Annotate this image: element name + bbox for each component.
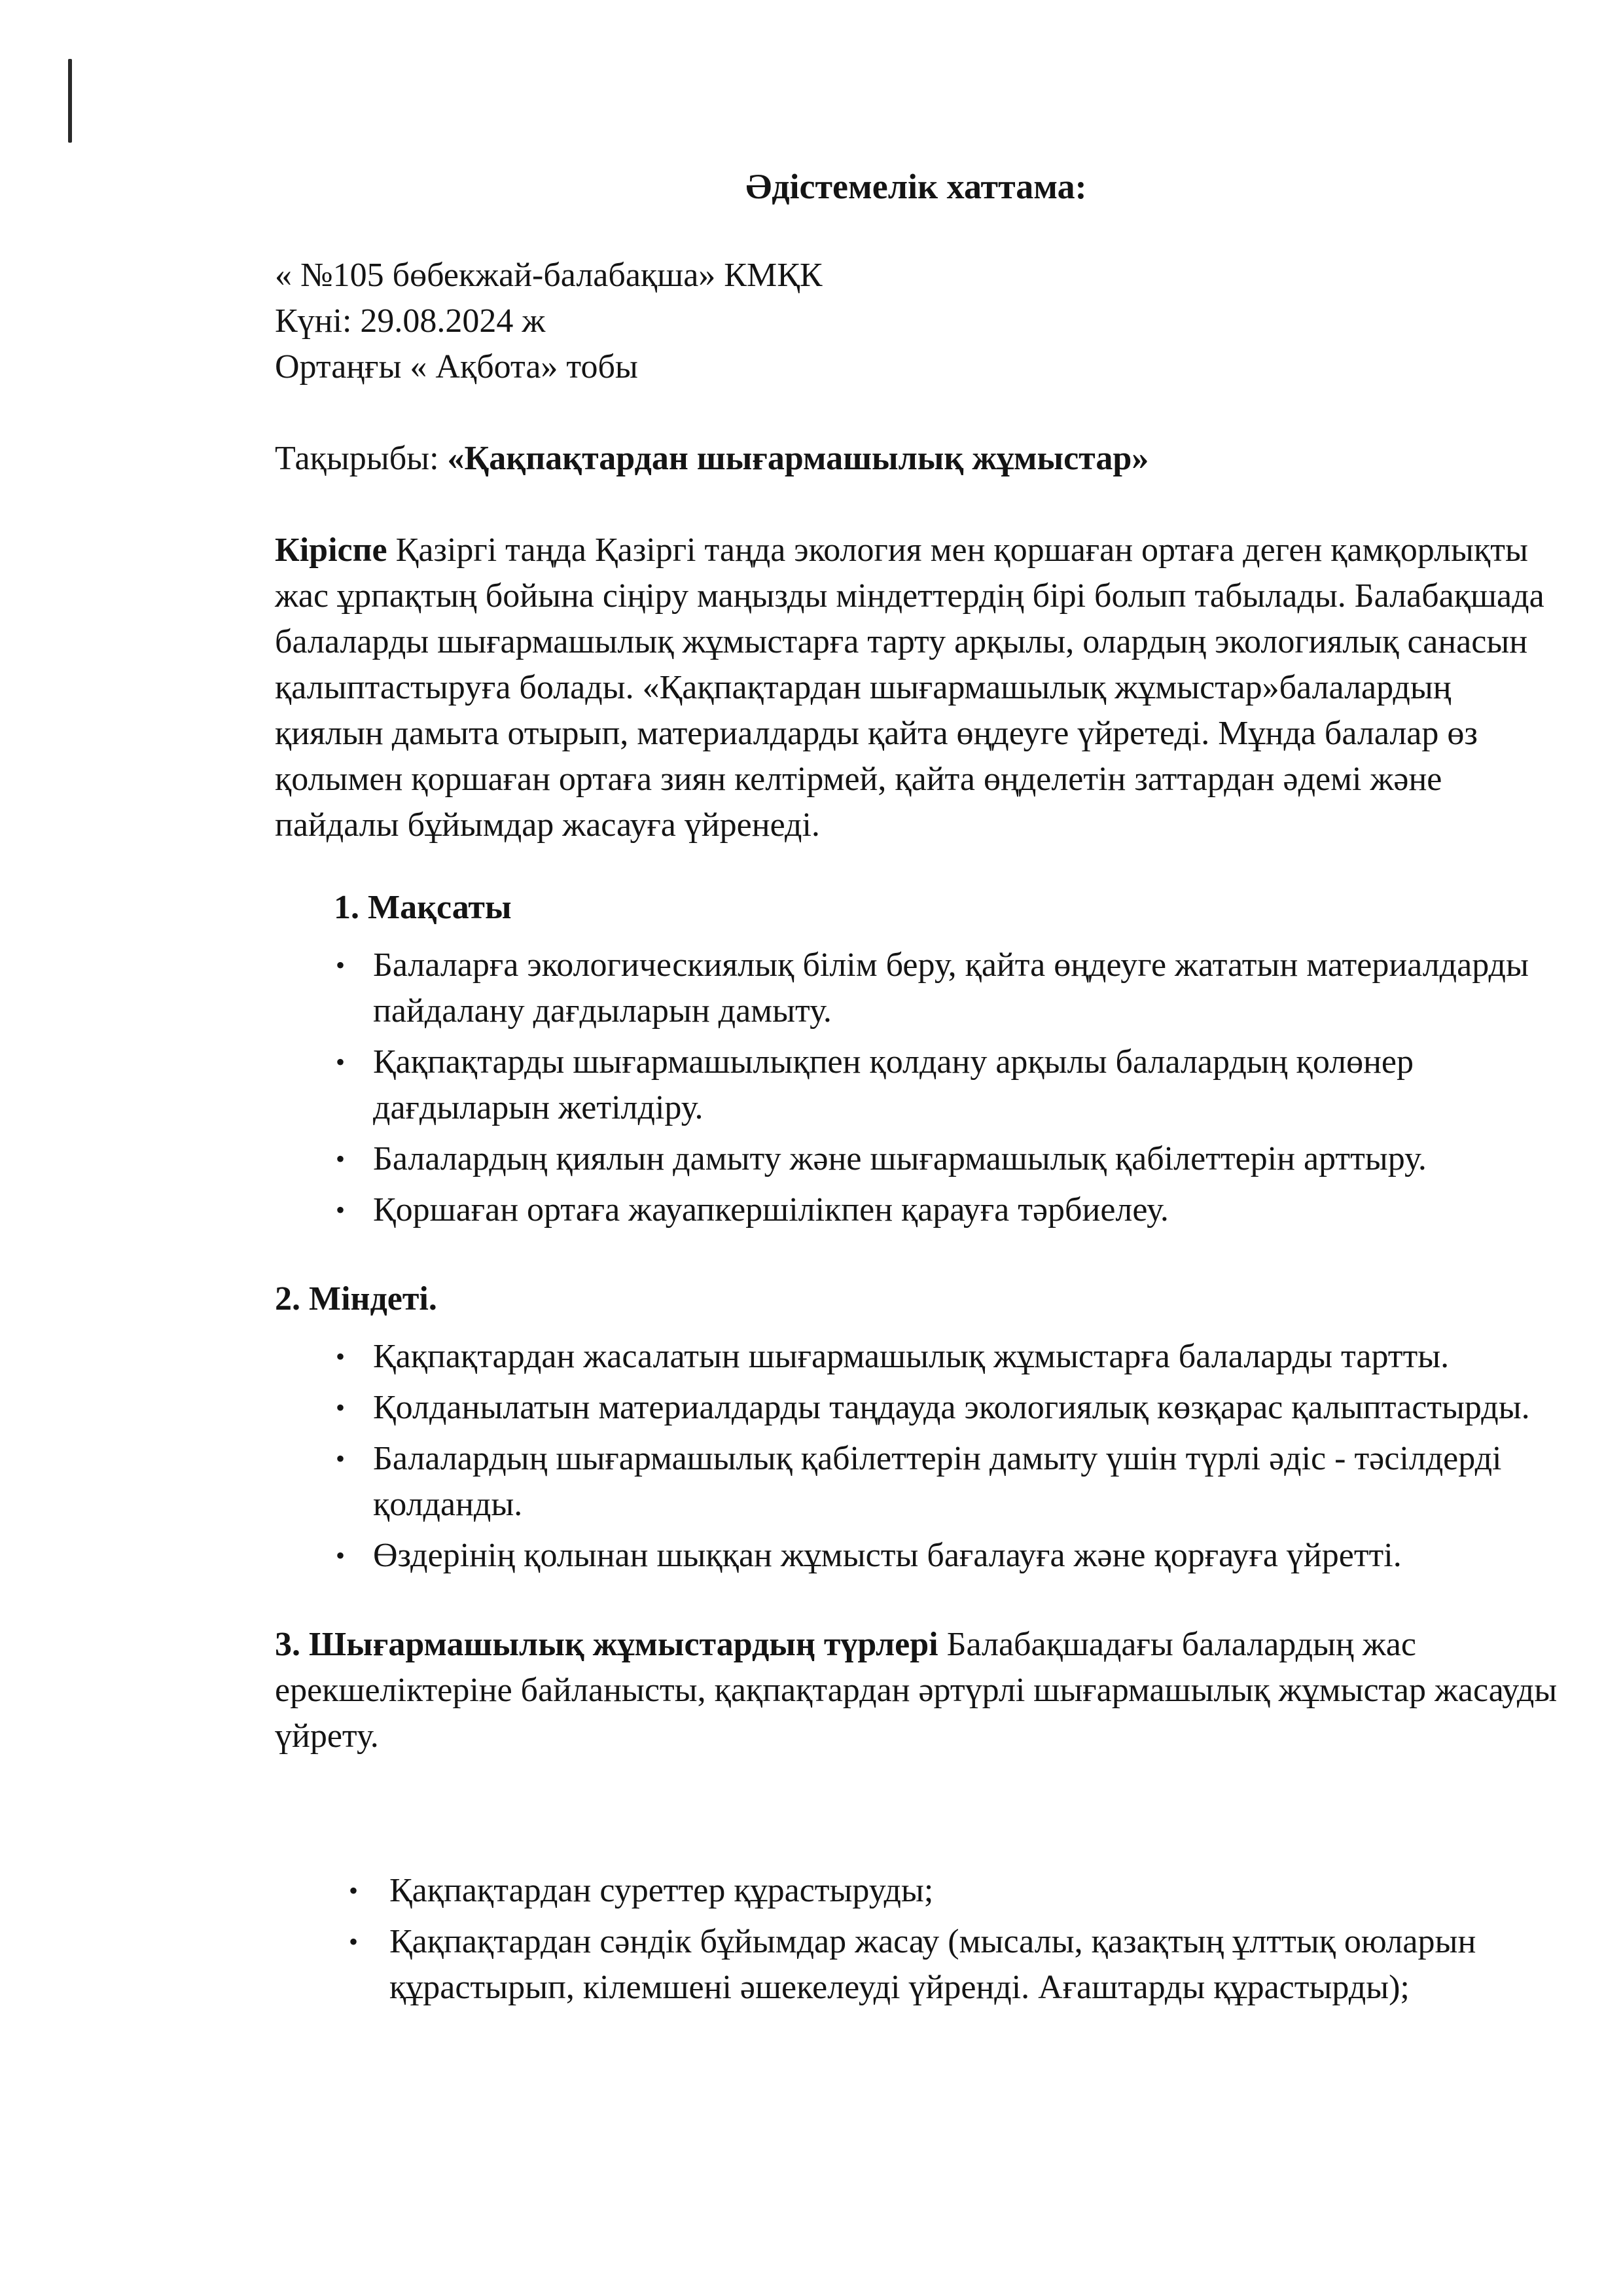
- bullet-icon: •: [348, 1876, 358, 1905]
- section1-list: [275, 942, 1558, 1233]
- list-item: • Қақпақтардан жасалатын шығармашылық жұмыстарға балаларды тартты.: [275, 1334, 1558, 1380]
- bullet-icon: •: [348, 1927, 358, 1956]
- list-item: • Балалардың шығармашылық қабілеттерін дамыту үшін түрлі әдіс - тәсілдерді қолданды.: [275, 1436, 1558, 1528]
- section2-list: [275, 1334, 1558, 1579]
- intro-text: Қазіргі таңда Қазіргі таңда экология мен қоршаған ортаға деген қамқорлықты жас ұрпақтың бойына сіңіру маңызды міндеттердің бірі болып табылады. Балабақшада балаларды шығармашылық жұмыстарға тарту арқылы, олардың экологиялық санасын қалыптастыруға болады. «Қақпақтардан шығармашылық жұмыстар»балалардың қиялын дамыта отырып, материалдарды қайта өңдеуге үйретеді. Мұнда балалар өз қолымен қоршаған ортаға зиян келтірмей, қайта өңделетін заттардан әдемі және пайдалы бұйымдар жасауға үйренеді.: [275, 531, 1544, 844]
- bullet-icon: •: [335, 1144, 345, 1174]
- section3-text: Балабақшадағы балалардың жас ерекшеліктеріне байланысты, қақпақтардан әртүрлі шығармашылық жұмыстар жасауды үйрету.: [275, 1626, 1558, 1755]
- bullet-icon: •: [335, 1393, 345, 1422]
- section1-heading: 1. Мақсаты: [334, 889, 512, 926]
- list-item: • Балалардың қиялын дамыту және шығармашылық қабілеттерін арттыру.: [275, 1136, 1558, 1182]
- document-title: Әдістемелік хаттама:: [745, 167, 1087, 206]
- list-item: • Қақпақтардан сәндік бұйымдар жасау (мысалы, қазақтың ұлттық оюларын құрастырып, кілемшені әшекелеуді үйренді. Ағаштарды құрастырды);: [275, 1919, 1558, 2011]
- section3-list: [275, 1868, 1558, 2011]
- bullet-icon: •: [335, 1541, 345, 1570]
- list-item: • Өздерінің қолынан шыққан жұмысты бағалауға және қорғауға үйретті.: [275, 1533, 1558, 1579]
- date-line: Күні: 29.08.2024 ж: [275, 302, 546, 340]
- list-item: • Қақпақтарды шығармашылықпен қолдану арқылы балалардың қолөнер дағдыларын жетілдіру.: [275, 1039, 1558, 1131]
- document-page: [275, 164, 1558, 2016]
- list-item: • Қоршаған ортаға жауапкершілікпен қарауға тәрбиелеу.: [275, 1187, 1558, 1233]
- group-line: Ортаңғы « Ақбота» тобы: [275, 348, 638, 386]
- bullet-icon: •: [335, 1047, 345, 1077]
- list-item: • Балаларға экологическиялық білім беру, қайта өңдеуге жататын материалдарды пайдалану дағдыларын дамыту.: [275, 942, 1558, 1034]
- bullet-icon: •: [335, 950, 345, 980]
- section3-heading: 3. Шығармашылық жұмыстардың түрлері: [275, 1626, 938, 1663]
- section2-heading: 2. Міндеті.: [275, 1280, 437, 1318]
- list-item: • Қолданылатын материалдарды таңдауда экологиялық көзқарас қалыптастырды.: [275, 1385, 1558, 1431]
- bullet-icon: •: [335, 1444, 345, 1473]
- scan-edge-mark: [68, 59, 72, 143]
- list-item: • Қақпақтардан суреттер құрастыруды;: [275, 1868, 1558, 1914]
- topic-line: [275, 436, 1558, 482]
- intro-paragraph: [275, 528, 1558, 848]
- bullet-icon: •: [335, 1195, 345, 1225]
- intro-label: Кіріспе: [275, 531, 387, 569]
- organization-line: « №105 бөбекжай-балабақша» КМҚК: [275, 257, 823, 294]
- topic-value: «Қақпақтардан шығармашылық жұмыстар»: [447, 440, 1149, 477]
- topic-label: Тақырыбы:: [275, 440, 448, 477]
- bullet-icon: •: [335, 1342, 345, 1371]
- section3-paragraph: [275, 1622, 1558, 1759]
